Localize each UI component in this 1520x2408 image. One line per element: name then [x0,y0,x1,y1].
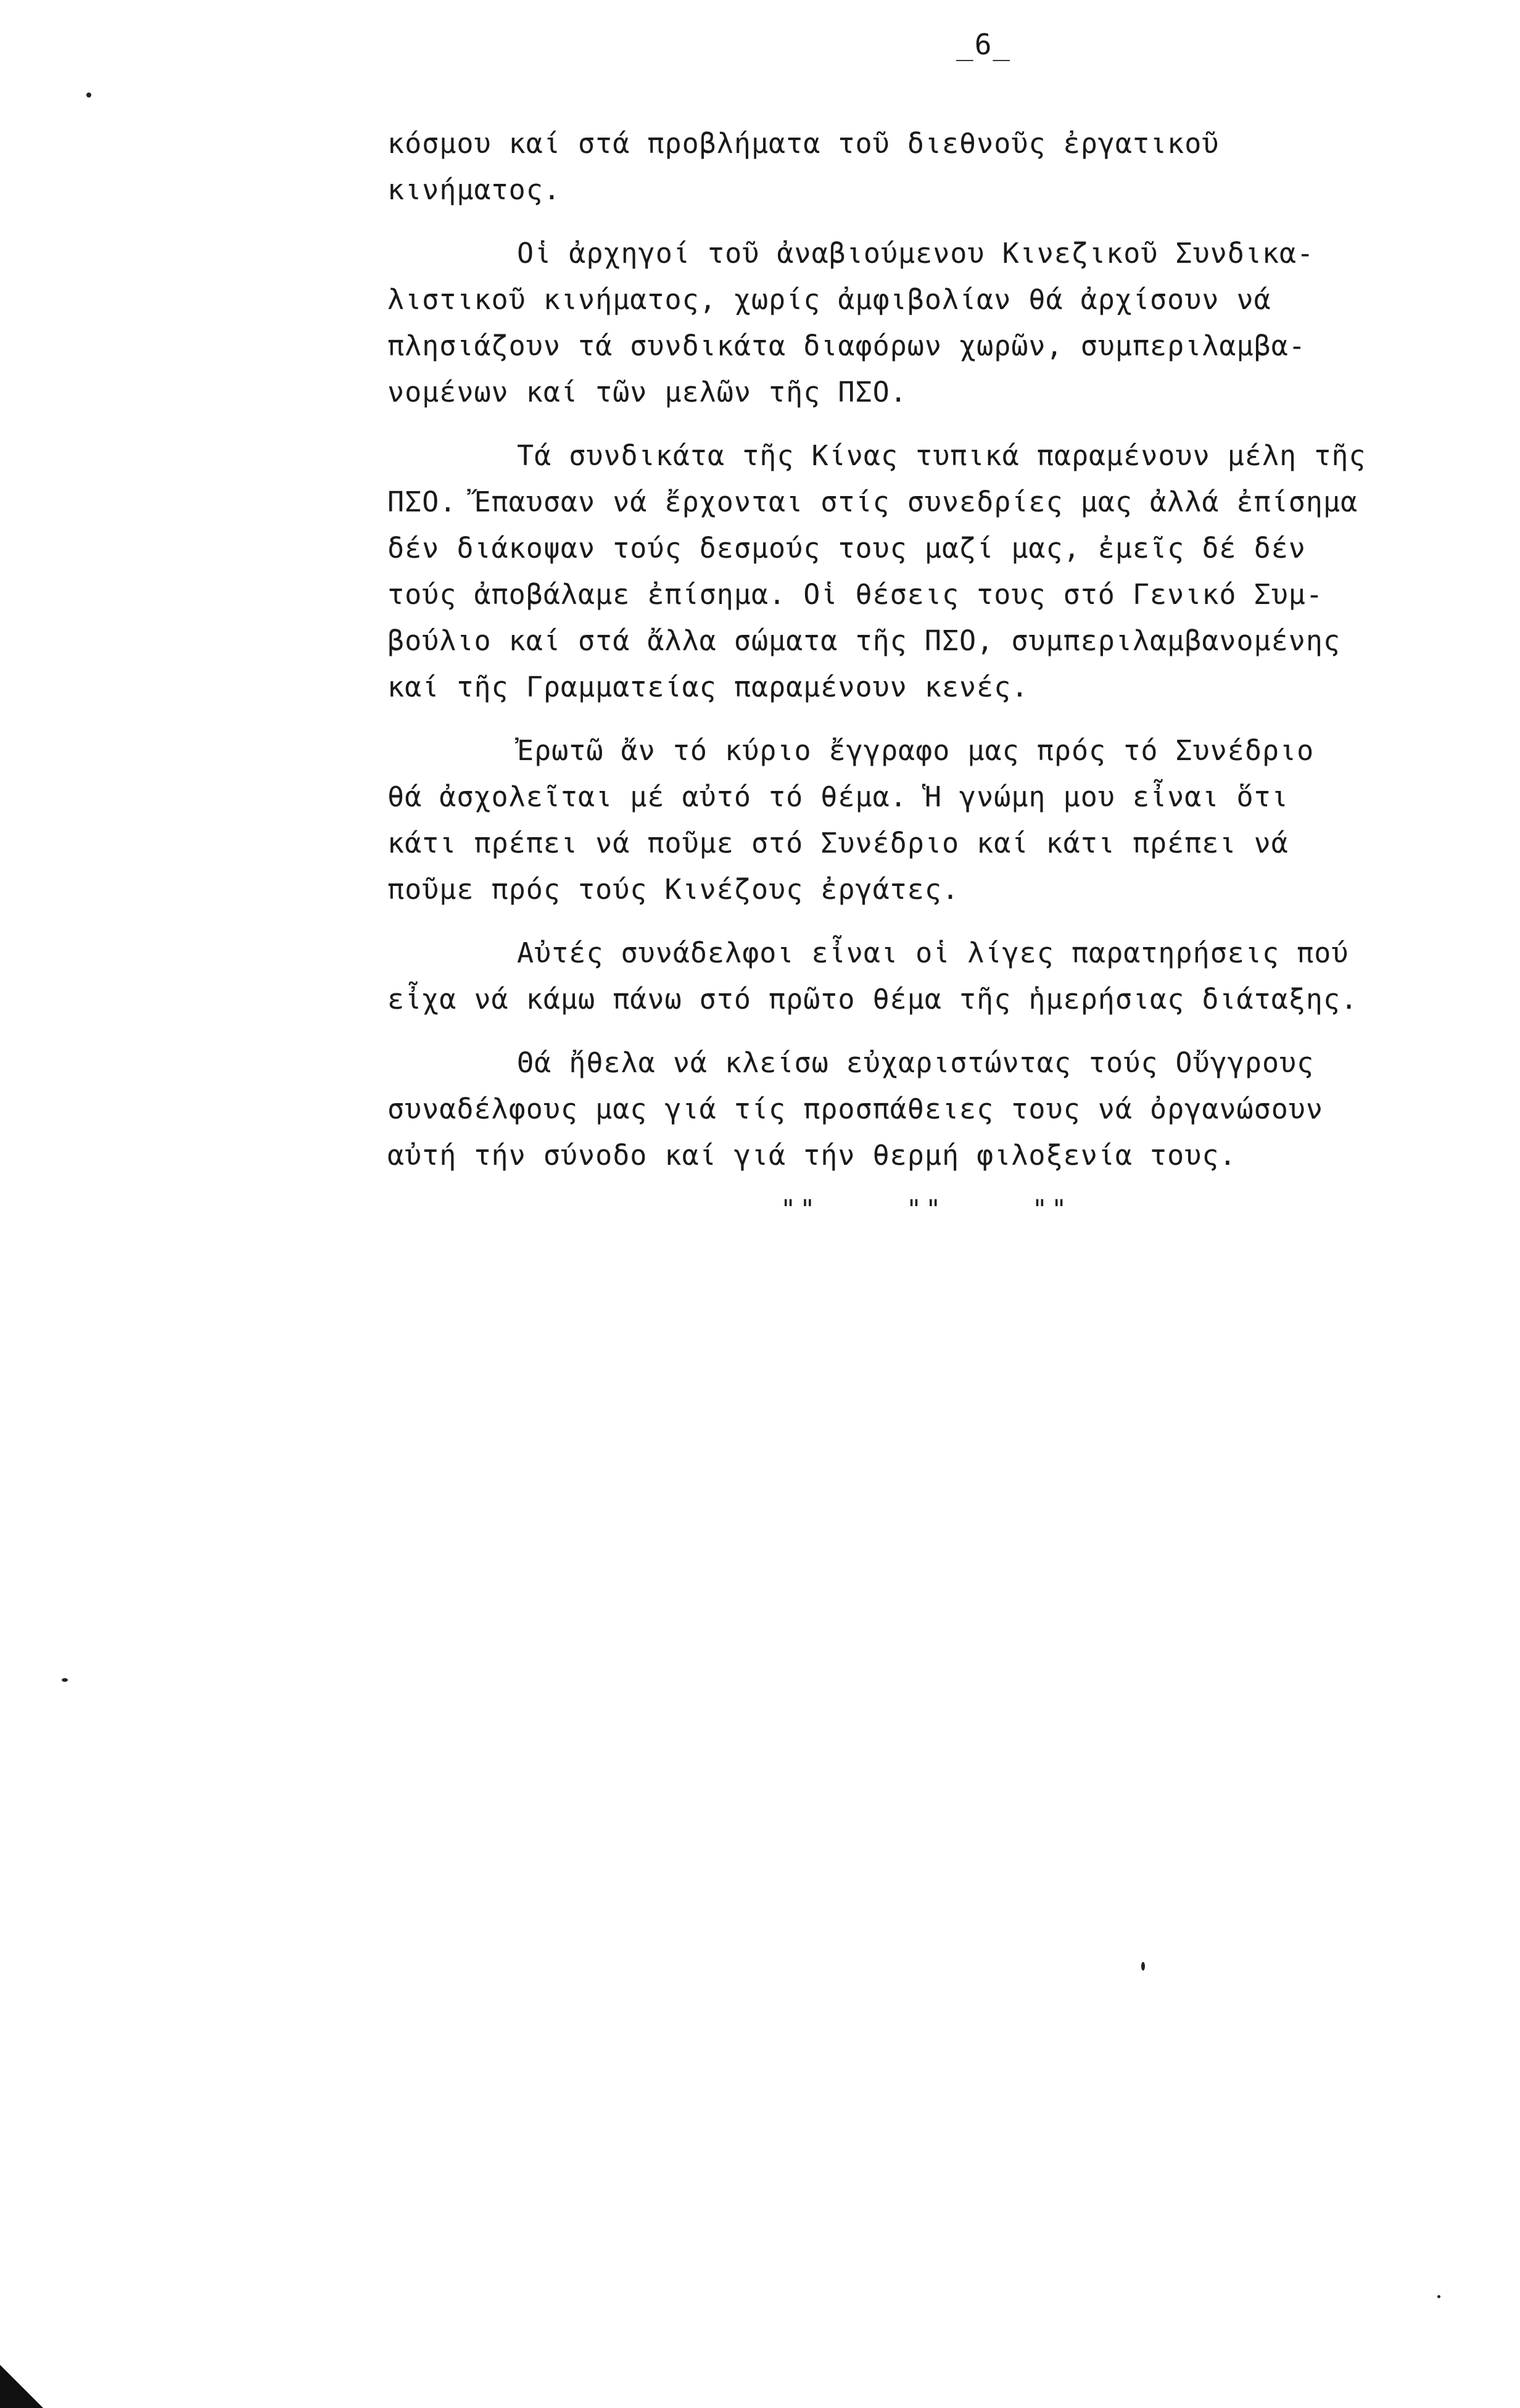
paragraph-3: Τά συνδικάτα τῆς Κίνας τυπικά παραμένουν μέλη τῆς ΠΣΟ. Ἔπαυσαν νά ἔρχονται στίς συνεδρίες μας ἀλλά ἐπίσημα δέν διάκοψαν τούς δεσμούς τους μαζί μας, ἐμεῖς δέ δέν τούς ἀποβάλαμε ἐπίσημα. Οἱ θέσεις τους στό Γενικό Συμ- βούλιο καί στά ἄλλα σώματα τῆς ΠΣΟ, συμπεριλαμβανομένης καί τῆς Γραμματείας παραμένουν κενές. [387,439,1366,703]
closing-marks [780,1194,1138,1224]
paragraph-1: κόσμου καί στά προβλήματα τοῦ διεθνοῦς ἐργατικοῦ κινήματος. [387,127,1220,206]
paragraph-2: Οἱ ἀρχηγοί τοῦ ἀναβιούμενου Κινεζικοῦ Συνδικα- λιστικοῦ κινήματος, χωρίς ἀμφιβολίαν θά ἀρχίσουν νά πλησιάζουν τά συνδικάτα διαφόρων χωρῶν, συμπεριλαμβα- νομένων καί τῶν μελῶν τῆς ΠΣΟ. [387,237,1315,408]
page-number: _6_ [956,28,1012,61]
document-body [387,120,1448,1178]
paragraph-5: Αὐτές συνάδελφοι εἶναι οἱ λίγες παρατηρήσεις πού εἶχα νά κάμω πάνω στό πρῶτο θέμα τῆς ἡμερήσιας διάταξης. [387,937,1358,1016]
closing-mark: "" [906,1194,945,1224]
scan-speck [86,93,91,97]
closing-mark: "" [1031,1194,1071,1224]
scan-speck [1437,2295,1440,2298]
scan-corner-mark [0,2365,43,2408]
scan-speck [1141,1962,1145,1971]
scan-speck [62,1678,68,1682]
paragraph-6: Θά ἤθελα νά κλείσω εὐχαριστώντας τούς Οὔγγρους συναδέλφους μας γιά τίς προσπάθειες τους νά ὀργανώσουν αὐτή τήν σύνοδο καί γιά τήν θερμή φιλοξενία τους. [387,1046,1323,1172]
closing-mark: "" [780,1194,819,1224]
paragraph-4: Ἐρωτῶ ἄν τό κύριο ἔγγραφο μας πρός τό Συνέδριο θά ἀσχολεῖται μέ αὐτό τό θέμα. Ἡ γνώμη μου εἶναι ὅτι κάτι πρέπει νά ποῦμε στό Συνέδριο καί κάτι πρέπει νά ποῦμε πρός τούς Κινέζους ἐργάτες. [387,734,1315,906]
